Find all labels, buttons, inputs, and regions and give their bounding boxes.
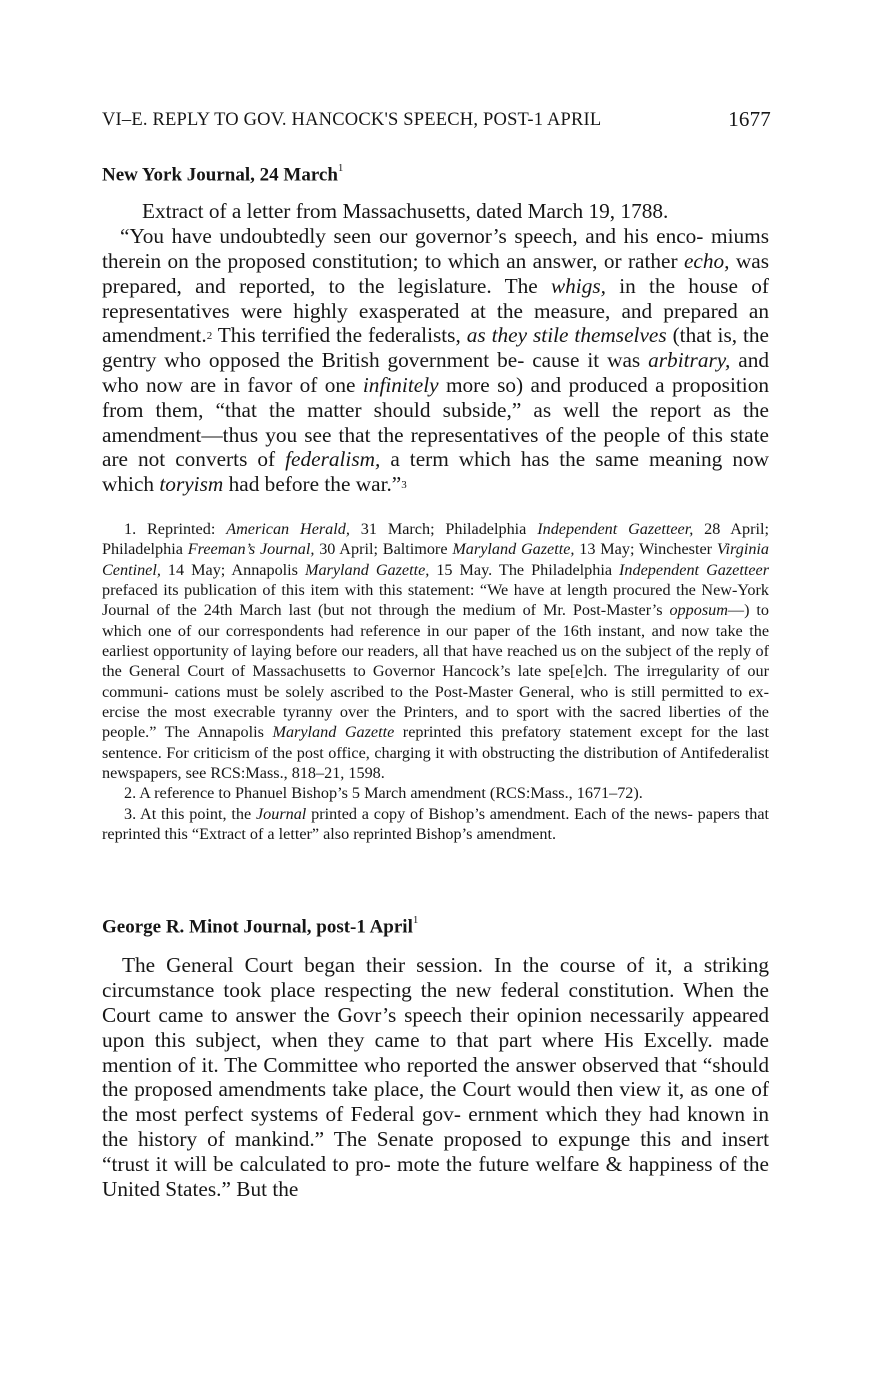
journal-text: The General Court began their session. In the course of it, a striking circumstance took place respecting the new federal constitution. When the Court came to answer the Govr’s speech their opinion necessarily appeared upon this subject, when they came to that part where His Excelly. made mention of it. The Committee who reported the answer observed that “should the proposed amendments take place, the Court would then view it, as one of the most perfect systems of Federal gov- ernment which they had known in the history of mankind.” The Senate proposed to expunge this and insert “trust it will be calculated to pro- mote the future welfare & happiness of the United States.” But the [102,953,769,1201]
footnote-2 [102,783,769,803]
text-run: (that is, the gentry who opposed the British government be- cause it was [102,323,770,373]
italic-text: American Herald, [226,519,350,538]
italic-text: federalism, [285,447,381,472]
dateline: Extract of a letter from Massachusetts, dated March 19, 1788. [142,199,669,224]
text-run: 31 March; Philadelphia [349,519,538,538]
text-run: —) to which one of our correspondents had reference in our paper of the 16th instant, and now take the earliest opportunity of laying before our readers, all that have reached us on the subject of the reply of the General Court of Massachusetts to Governor Hancock’s late spe[e]ch. The irregularity of our communi- cations must be solely ascribed to the Post-Master General, who is still permitted to ex- ercise the most execrable tyranny over the Printers, and to sport with the sacred liberties of the people.” The Annapolis [102,601,770,742]
text-run: had before the war.” [223,472,402,497]
italic-text: Maryland Gazette, [452,540,575,559]
footnote-3 [102,804,769,845]
italic-text: opposum [669,601,728,620]
text-run: 3. At this point, the [124,804,256,823]
italic-text: Independent Gazetteer [619,560,769,579]
section-heading: George R. Minot Journal, post-1 April$^1$ [102,914,419,938]
italic-text: arbitrary, [648,348,731,373]
italic-text: Virginia Centinel, [102,540,770,579]
running-head [102,107,771,140]
italic-text: echo, [683,248,730,273]
text-run: was prepared, and reported, to the legislature. The [102,248,769,298]
italic-text: as they stile themselves [466,323,667,348]
footnote-ref: 3 [401,479,407,492]
section-minot-journal [102,910,769,1201]
section-heading: New York Journal, 24 March$^1$ [102,162,344,186]
italic-text: Maryland Gazette, [304,560,430,579]
italic-text: toryism [159,472,224,497]
italic-text: whigs, [550,273,606,298]
text-run: 2. A reference to Phanuel Bishop’s 5 March amendment (RCS:Mass., 1671–72). [124,784,643,803]
text-run: This terrified the federalists, [212,323,467,348]
text-run: more so) and produced a proposition from them, “that the matter should subside,” as well the report as the amendment—thus you see that the representatives of the people of this state are not converts of [102,372,770,472]
text-run: 13 May; Winchester [574,540,717,559]
italic-text: Freeman’s Journal, [187,540,315,559]
section-new-york-journal [102,158,769,844]
text-run: 28 April; Philadelphia [102,519,769,559]
italic-text: Independent Gazetteer, [537,519,694,538]
journal-body [102,953,769,1201]
running-head-title: VI–E. REPLY TO GOV. HANCOCK'S SPEECH, POST-1 APRIL [102,110,602,130]
italic-text: Maryland Gazette [272,723,395,742]
text-run: and who now are in favor of one [102,348,769,397]
page-number: 1677 [728,107,771,131]
text-run: reprinted this prefatory statement except for the last sentence. For criticism of the post office, charging it with obstructing the distribution of Antifederalist newspapers, see RCS:Mass., 818–21, 1598. [102,723,769,783]
text-run: printed a copy of Bishop’s amendment. Each of the news- papers that reprinted this “Extract of a letter” also reprinted Bishop’s amendment. [102,804,769,844]
text-run: a term which has the same meaning now which [102,447,769,497]
text-run: prefaced its publication of this item with this statement: “We have at length procured the New-York Journal of the 24th March last (but not through the medium of Mr. Post-Master’s [102,580,769,620]
text-run: in the house of representatives were highly exasperated at the measure, and prepared an amendment. [102,273,769,348]
text-run: 1. Reprinted: [124,519,227,538]
italic-text: Journal [255,804,307,823]
footnote-ref: 1 [337,162,344,174]
footnote-1 [102,519,769,783]
footnote-ref: 1 [412,914,419,926]
text-run: “You have undoubtedly seen our governor’s speech, and his enco- miums therein on the proposed constitution; to which an answer, or rather [102,224,769,273]
letter-text [102,224,769,497]
text-run: 14 May; Annapolis [160,560,305,579]
letter-body [102,199,769,497]
italic-text: infinitely [362,372,439,397]
text-run: 30 April; Baltimore [314,540,453,559]
footnote-ref: 2 [206,330,213,343]
footnotes [102,519,769,845]
text-run: 15 May. The Philadelphia [429,560,620,579]
